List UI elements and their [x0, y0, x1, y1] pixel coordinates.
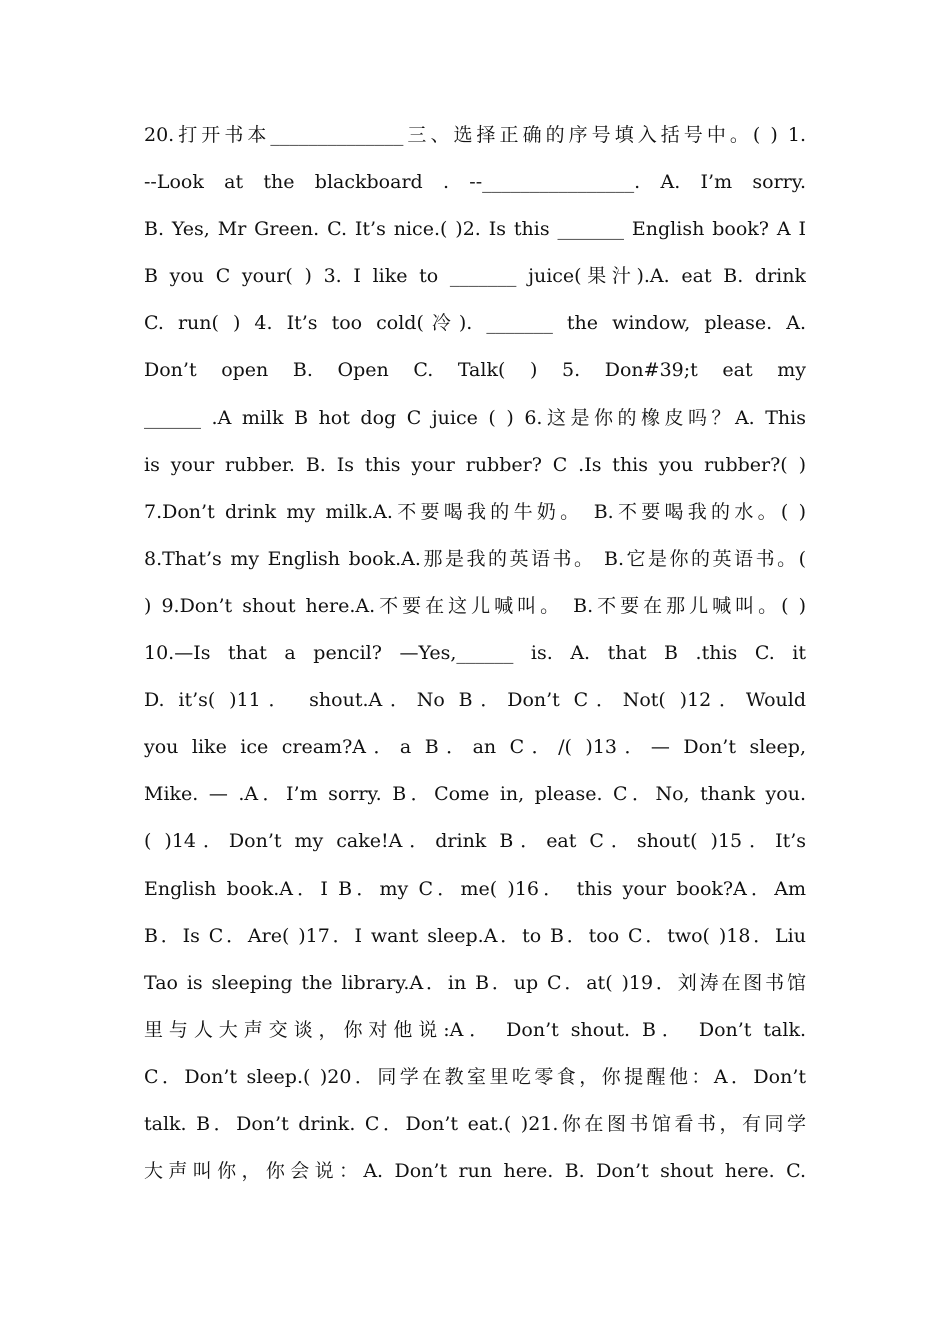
- text-line: Don’t open B. Open C. Talk( ) 5. Don#39;t eat my: [144, 359, 806, 382]
- text-line: D. it’s( )11． shout.A．No B．Don’t C．Not( )12．Would: [144, 689, 806, 712]
- text-line: ______ .A milk B hot dog C juice ( ) 6.这是你的橡皮吗？A. This: [144, 406, 806, 429]
- text-line: Tao is sleeping the library.A．in B．up C．at( )19．刘涛在图书馆: [144, 971, 806, 994]
- text-line: B. Yes, Mr Green. C. It’s nice.( )2. Is this _______ English book? A I: [144, 218, 806, 241]
- text-line: 10.—Is that a pencil? —Yes,______ is. A. that B .this C. it: [144, 642, 806, 665]
- text-line: B you C your( ) 3. I like to _______ juice(果汁).A. eat B. drink: [144, 265, 806, 288]
- text-line: --Look at the blackboard . --________________. A. I’m sorry.: [144, 171, 806, 194]
- text-line: talk. B．Don’t drink. C．Don’t eat.( )21.你在图书馆看书，有同学: [144, 1112, 806, 1135]
- text-line: 7.Don’t drink my milk.A.不要喝我的牛奶。 B.不要喝我的水。( ): [144, 500, 806, 523]
- text-line: 大声叫你，你会说：A. Don’t run here. B. Don’t shout here. C.: [144, 1160, 806, 1183]
- text-line: you like ice cream?A．a B．an C．/( )13．— Don’t sleep,: [144, 736, 806, 759]
- text-line: is your rubber. B. Is this your rubber? C .Is this you rubber?( ): [144, 453, 806, 476]
- text-line: English book.A．I B．my C．me( )16． this your book?A．Am: [144, 877, 806, 900]
- exercise-text: [144, 112, 806, 1195]
- text-line: 8.That’s my English book.A.那是我的英语书。 B.它是你的英语书。(: [144, 547, 806, 570]
- text-line: 里与人大声交谈，你对他说:A． Don’t shout. B． Don’t talk.: [144, 1018, 806, 1041]
- text-line: ) 9.Don’t shout here.A.不要在这儿喊叫。 B.不要在那儿喊叫。( ): [144, 594, 806, 617]
- text-line: ( )14．Don’t my cake!A．drink B．eat C．shout( )15．It’s: [144, 830, 806, 853]
- text-line: 20.打开书本______________三、选择正确的序号填入括号中。( ) 1.: [144, 124, 806, 146]
- text-line: Mike. — .A．I’m sorry. B．Come in, please. C．No, thank you.: [144, 783, 806, 806]
- text-line: C．Don’t sleep.( )20．同学在教室里吃零食，你提醒他：A．Don’t: [144, 1065, 806, 1088]
- text-line: B．Is C．Are( )17．I want sleep.A．to B．too C．two( )18．Liu: [144, 924, 806, 947]
- text-line: C. run( ) 4. It’s too cold(冷). _______ the window, please. A.: [144, 312, 806, 335]
